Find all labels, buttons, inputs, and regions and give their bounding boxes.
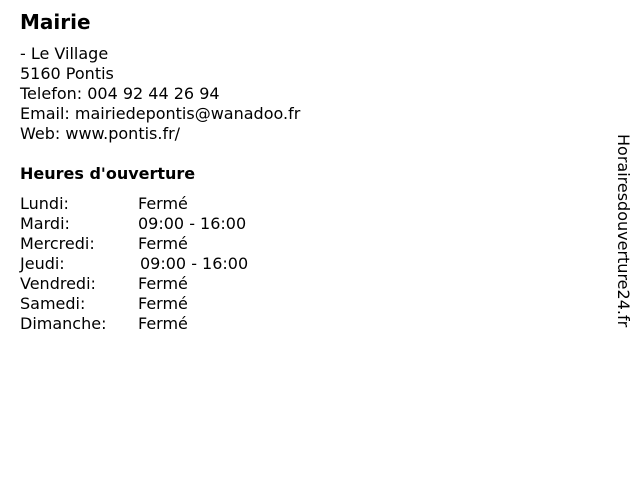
hours-value: Fermé [138, 294, 188, 313]
web-text: Web: www.pontis.fr/ [20, 124, 181, 143]
hours-value: Fermé [138, 194, 188, 213]
page-title: Mairie [20, 10, 91, 34]
hours-value: 09:00 - 16:00 [138, 214, 247, 233]
hours-value: Fermé [138, 274, 188, 293]
hours-value: 09:00 - 16:00 [140, 254, 249, 273]
address-city: 5160 Pontis [20, 64, 114, 83]
email-text: Email: mairiedepontis@wanadoo.fr [20, 104, 301, 123]
hours-value: Fermé [138, 314, 188, 333]
phone-text: Telefon: 004 92 44 26 94 [20, 84, 220, 103]
brand-text: Horairesdouverture24.fr [614, 134, 633, 328]
day-label: Mercredi: [20, 234, 95, 253]
day-label: Vendredi: [20, 274, 96, 293]
day-label: Lundi: [20, 194, 69, 213]
day-label: Samedi: [20, 294, 86, 313]
hours-heading: Heures d'ouverture [20, 164, 196, 183]
day-label: Dimanche: [20, 314, 107, 333]
brand-watermark [613, 134, 633, 354]
day-label: Mardi: [20, 214, 70, 233]
address-block [20, 44, 300, 144]
day-label: Jeudi: [20, 254, 65, 273]
address-street: - Le Village [20, 44, 109, 63]
hours-value: Fermé [138, 234, 188, 253]
